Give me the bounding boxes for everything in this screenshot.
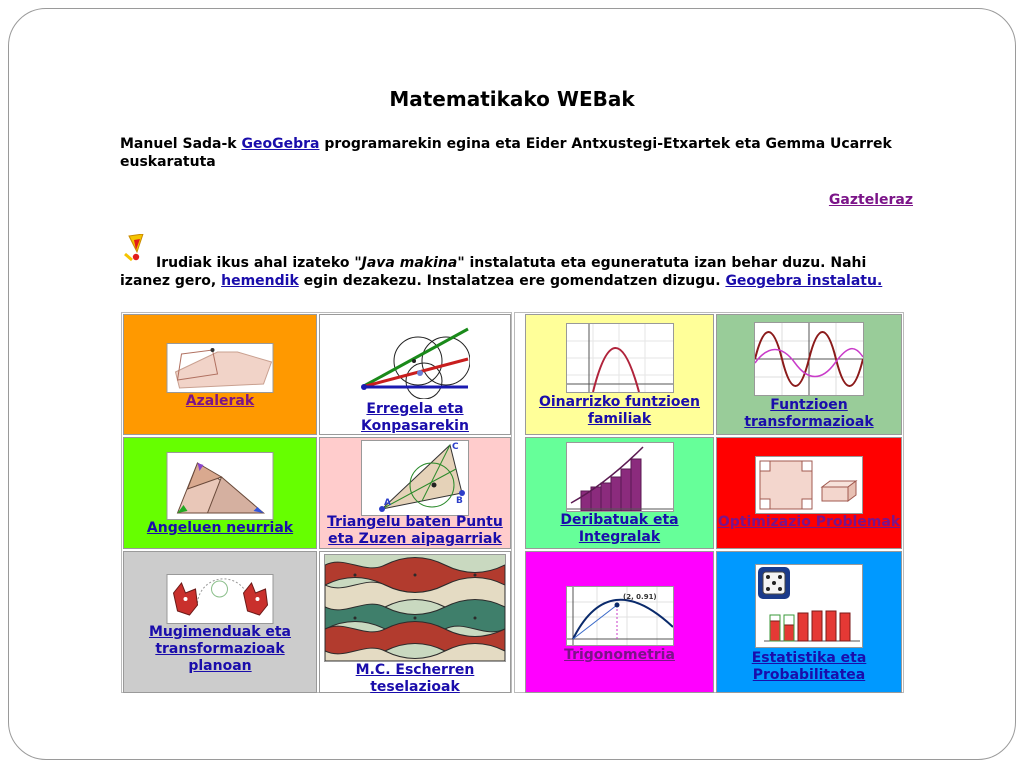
tile-estatistika-probabilitatea[interactable]: [716, 551, 902, 693]
tile-azalerak[interactable]: [123, 314, 317, 435]
credits-prefix: Manuel Sada-k: [120, 136, 242, 152]
credits-suffix: programarekin egina eta Eider Antxustegi-Etxartek eta Gemma Ucarrek euskaratuta: [120, 136, 892, 170]
java-warning: [120, 236, 915, 290]
tile-angeluen-neurriak[interactable]: [123, 437, 317, 549]
angles-thumbnail: [167, 452, 274, 520]
warning-icon: [123, 234, 151, 264]
areas-thumbnail: [167, 343, 274, 393]
warning-part2: instalatuta eta eguneratuta izan behar duzu. Nahi izanez gero,: [120, 255, 867, 289]
tile-label[interactable]: Funtzioen transformazioak: [744, 397, 874, 430]
tile-label[interactable]: Estatistika eta Probabilitatea: [751, 650, 867, 683]
tile-funtzioen-transformazioak[interactable]: [716, 314, 902, 435]
sine-graph-thumbnail: [754, 322, 864, 396]
optimization-box-thumbnail: [755, 456, 863, 514]
tile-label[interactable]: Oinarrizko funtzioen familiak: [538, 394, 701, 427]
tile-deribatuak-integralak[interactable]: [525, 437, 714, 549]
point-coordinate-label: (2, 0.91): [622, 593, 657, 601]
tile-label[interactable]: Azalerak: [185, 393, 255, 409]
transformations-thumbnail: [167, 574, 274, 624]
tile-oinarrizko-funtzioak[interactable]: [525, 314, 714, 435]
tile-label[interactable]: Angeluen neurriak: [146, 520, 294, 536]
integral-thumbnail: [566, 442, 674, 512]
java-machine-text: "Java makina": [354, 255, 465, 271]
here-link[interactable]: hemendik: [221, 273, 299, 289]
tile-label[interactable]: Optimizazio Problemak: [717, 514, 901, 530]
install-geogebra-link[interactable]: Geogebra instalatu.: [725, 273, 883, 289]
tile-trigonometria[interactable]: [525, 551, 714, 693]
tile-triangelu-puntuak[interactable]: [319, 437, 511, 549]
language-link[interactable]: Gazteleraz: [828, 192, 913, 208]
tile-label[interactable]: Triangelu baten Puntu eta Zuzen aipagarriak: [327, 514, 503, 547]
statistics-dice-thumbnail: [755, 564, 863, 648]
tile-escher-teselazioak[interactable]: [319, 551, 511, 693]
credits-text: [120, 135, 910, 171]
escher-tessellation-thumbnail: [324, 554, 506, 662]
geogebra-link[interactable]: GeoGebra: [241, 136, 320, 152]
warning-part3: egin dezakezu. Instalatzea ere gomendatzen dizugu.: [298, 273, 726, 289]
tile-erregela-konpasa[interactable]: [319, 314, 511, 435]
vertex-a-label: A: [384, 498, 391, 508]
function-graph-thumbnail: [566, 323, 674, 393]
tile-label[interactable]: Deribatuak eta Integralak: [560, 512, 679, 545]
tile-label[interactable]: Mugimenduak eta transformazioak planoan: [148, 624, 292, 674]
vertex-b-label: B: [456, 496, 463, 506]
page-title: Matematikako WEBak: [389, 87, 635, 111]
compass-thumbnail: [360, 321, 470, 399]
tile-mugimenduak[interactable]: [123, 551, 317, 693]
triangle-centers-thumbnail: [361, 440, 469, 516]
tile-label[interactable]: M.C. Escherren teselazioak: [355, 662, 475, 695]
warning-part1: Irudiak ikus ahal izateko: [156, 255, 355, 271]
tile-label[interactable]: Trigonometria: [564, 647, 675, 663]
vertex-c-label: C: [452, 442, 459, 452]
tile-optimizazio-problemak[interactable]: [716, 437, 902, 549]
tile-label[interactable]: Erregela eta Konpasarekin: [361, 401, 469, 434]
trigonometry-thumbnail: [566, 586, 674, 646]
grid-separator: [511, 312, 515, 693]
